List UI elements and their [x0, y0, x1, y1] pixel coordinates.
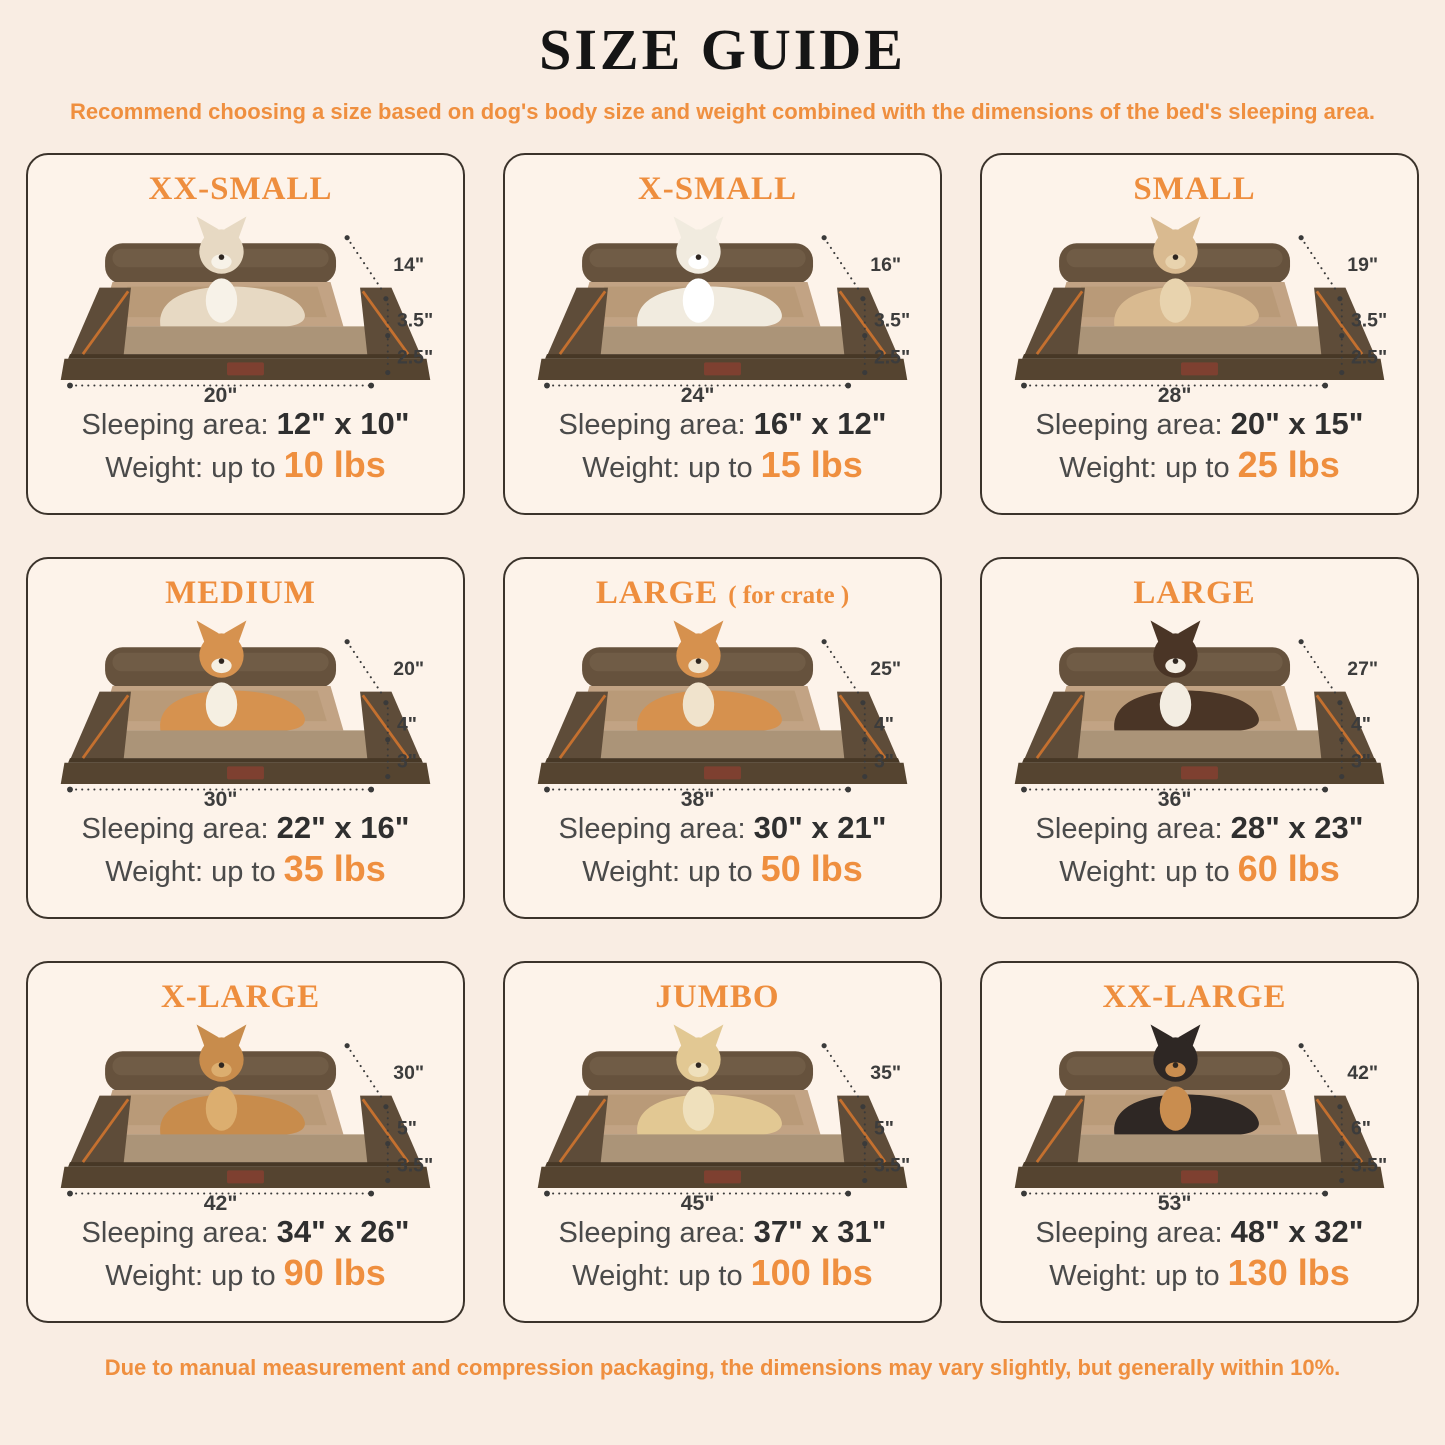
dim-label-height-upper: 3.5": [1351, 309, 1388, 332]
weight-value: 60 lbs: [1237, 848, 1340, 889]
weight-label: Weight:: [572, 1260, 671, 1292]
bed-brand-tag: [1181, 766, 1218, 779]
dim-label-height-lower: 3.5": [397, 1154, 434, 1177]
sleeping-area-value: 34" x 26": [276, 1214, 410, 1249]
card-title: [511, 575, 934, 612]
weight-value: 90 lbs: [283, 1252, 386, 1293]
sleeping-area-label: Sleeping area:: [81, 813, 269, 845]
size-card-x-small: [503, 153, 942, 515]
dim-label-length: 42": [1347, 1061, 1379, 1084]
sleeping-area-label: Sleeping area:: [81, 1217, 269, 1249]
bed-illustration: [34, 1018, 457, 1212]
weight-label: Weight:: [105, 1260, 204, 1292]
dim-label-width: 20": [203, 383, 238, 404]
dim-label-height-lower: 3": [397, 750, 417, 773]
bed-illustration-wrap: [34, 1018, 457, 1212]
card-title: [988, 575, 1411, 612]
card-title: [34, 979, 457, 1016]
weight-label: Weight:: [582, 452, 681, 484]
bed-brand-tag: [1181, 362, 1218, 375]
card-title: [34, 575, 457, 612]
dim-line-length: [1301, 642, 1338, 697]
up-to-label: up to: [211, 1260, 276, 1292]
bed-mattress-lip: [593, 730, 852, 758]
bed-illustration: [988, 210, 1411, 404]
dim-line-length: [347, 238, 384, 293]
dim-label-width: 24": [680, 383, 715, 404]
weight-label: Weight:: [1059, 452, 1158, 484]
bed-mattress-lip: [1070, 1134, 1329, 1162]
bed-mattress-lip: [593, 326, 852, 354]
bed-brand-tag: [227, 766, 264, 779]
sleeping-area-value: 16" x 12": [753, 406, 887, 441]
sleeping-area-label: Sleeping area:: [558, 1217, 746, 1249]
size-card-small: [980, 153, 1419, 515]
sleeping-area-value: 12" x 10": [276, 406, 410, 441]
bed-mattress-lip: [116, 730, 375, 758]
dim-label-height-upper: 6": [1351, 1117, 1371, 1140]
bed-illustration: [988, 1018, 1411, 1212]
dim-label-length: 30": [393, 1061, 425, 1084]
weight-value: 100 lbs: [750, 1252, 873, 1293]
bed-illustration-wrap: [511, 1018, 934, 1212]
dim-label-height-lower: 3.5": [874, 1154, 911, 1177]
bed-illustration: [988, 614, 1411, 808]
sleeping-area-label: Sleeping area:: [558, 409, 746, 441]
weight-label: Weight:: [105, 856, 204, 888]
up-to-label: up to: [211, 452, 276, 484]
weight-value: 35 lbs: [283, 848, 386, 889]
bed-illustration-wrap: [511, 614, 934, 808]
dim-line-length: [824, 1046, 861, 1101]
dim-line-length: [347, 642, 384, 697]
size-name: X-LARGE: [160, 979, 321, 1015]
bed-illustration: [511, 614, 934, 808]
up-to-label: up to: [688, 856, 753, 888]
dim-label-width: 53": [1157, 1191, 1192, 1212]
page-footnote: Due to manual measurement and compression packaging, the dimensions may vary slightly, but generally within 10%.: [104, 1355, 1341, 1380]
size-name: SMALL: [1133, 171, 1256, 207]
card-title: [988, 171, 1411, 208]
size-card-xx-large: [980, 961, 1419, 1323]
size-name: LARGE: [1133, 575, 1256, 611]
weight-value: 15 lbs: [760, 444, 863, 485]
bed-brand-tag: [704, 362, 741, 375]
size-card-large-for-crate: [503, 557, 942, 919]
sleeping-area-label: Sleeping area:: [1035, 1217, 1223, 1249]
dim-label-length: 35": [870, 1061, 902, 1084]
up-to-label: up to: [1155, 1260, 1220, 1292]
dim-label-length: 25": [870, 657, 902, 680]
bed-illustration-wrap: [34, 210, 457, 404]
dim-label-width: 45": [680, 1191, 715, 1212]
dim-label-height-lower: 3": [1351, 750, 1371, 773]
dim-label-height-upper: 5": [397, 1117, 417, 1140]
card-title: [34, 171, 457, 208]
bed-illustration-wrap: [988, 614, 1411, 808]
dim-label-height-lower: 3": [874, 750, 894, 773]
size-name: XX-SMALL: [148, 171, 333, 207]
dim-label-height-upper: 4": [874, 713, 894, 736]
dim-line-length: [824, 238, 861, 293]
dim-label-height-upper: 4": [1351, 713, 1371, 736]
dim-label-height-lower: 2.5": [874, 346, 911, 369]
size-name: LARGE: [595, 575, 719, 611]
size-name: MEDIUM: [165, 575, 316, 611]
dim-line-length: [347, 1046, 384, 1101]
up-to-label: up to: [688, 452, 753, 484]
bed-illustration: [34, 210, 457, 404]
dim-label-width: 36": [1157, 787, 1192, 808]
dim-label-length: 14": [393, 253, 425, 276]
sleeping-area-label: Sleeping area:: [1035, 409, 1223, 441]
card-title: [511, 171, 934, 208]
bed-mattress-lip: [593, 1134, 852, 1162]
size-name: XX-LARGE: [1102, 979, 1287, 1015]
card-title: [988, 979, 1411, 1016]
size-card-large: [980, 557, 1419, 919]
card-title: [511, 979, 934, 1016]
dim-line-length: [824, 642, 861, 697]
bed-mattress-lip: [1070, 730, 1329, 758]
dim-label-height-lower: 3.5": [1351, 1154, 1388, 1177]
bed-illustration: [511, 210, 934, 404]
size-card-medium: [26, 557, 465, 919]
sleeping-area-value: 30" x 21": [753, 810, 887, 845]
size-card-xx-small: [26, 153, 465, 515]
dim-label-width: 38": [680, 787, 715, 808]
page-subtitle: Recommend choosing a size based on dog's body size and weight combined with the dimensions of the bed's sleeping area.: [69, 99, 1375, 124]
dim-label-length: 20": [393, 657, 425, 680]
weight-value: 130 lbs: [1227, 1252, 1350, 1293]
size-card-x-large: [26, 961, 465, 1323]
bed-illustration-wrap: [988, 1018, 1411, 1212]
dim-label-height-upper: 3.5": [874, 309, 911, 332]
up-to-label: up to: [211, 856, 276, 888]
weight-value: 10 lbs: [283, 444, 386, 485]
bed-brand-tag: [227, 362, 264, 375]
weight-value: 50 lbs: [760, 848, 863, 889]
dim-label-length: 16": [870, 253, 902, 276]
weight-value: 25 lbs: [1237, 444, 1340, 485]
bed-illustration-wrap: [988, 210, 1411, 404]
dim-line-length: [1301, 238, 1338, 293]
dim-label-width: 30": [203, 787, 238, 808]
dim-label-width: 42": [203, 1191, 238, 1212]
dim-label-width: 28": [1157, 383, 1192, 404]
bed-illustration-wrap: [34, 614, 457, 808]
up-to-label: up to: [1165, 856, 1230, 888]
weight-label: Weight:: [1049, 1260, 1148, 1292]
bed-mattress-lip: [116, 326, 375, 354]
bed-illustration-wrap: [511, 210, 934, 404]
bed-mattress-lip: [1070, 326, 1329, 354]
size-card-jumbo: [503, 961, 942, 1323]
weight-label: Weight:: [582, 856, 681, 888]
dim-label-length: 27": [1347, 657, 1379, 680]
sleeping-area-value: 20" x 15": [1230, 406, 1364, 441]
dim-line-length: [1301, 1046, 1338, 1101]
sleeping-area-label: Sleeping area:: [558, 813, 746, 845]
bed-mattress-lip: [116, 1134, 375, 1162]
bed-illustration: [34, 614, 457, 808]
size-name: X-SMALL: [637, 171, 798, 207]
dim-label-height-lower: 2.5": [1351, 346, 1388, 369]
weight-label: Weight:: [1059, 856, 1158, 888]
bed-brand-tag: [227, 1170, 264, 1183]
up-to-label: up to: [678, 1260, 743, 1292]
sleeping-area-value: 22" x 16": [276, 810, 410, 845]
weight-label: Weight:: [105, 452, 204, 484]
bed-brand-tag: [704, 766, 741, 779]
page-title: SIZE GUIDE: [539, 17, 906, 82]
size-name: JUMBO: [655, 979, 780, 1015]
up-to-label: up to: [1165, 452, 1230, 484]
sleeping-area-value: 48" x 32": [1230, 1214, 1364, 1249]
bed-illustration: [511, 1018, 934, 1212]
sleeping-area-value: 37" x 31": [753, 1214, 887, 1249]
bed-brand-tag: [1181, 1170, 1218, 1183]
bed-brand-tag: [704, 1170, 741, 1183]
size-card-grid: [26, 153, 1419, 1323]
dim-label-height-lower: 2.5": [397, 346, 434, 369]
dim-label-height-upper: 5": [874, 1117, 894, 1140]
dim-label-height-upper: 3.5": [397, 309, 434, 332]
sleeping-area-label: Sleeping area:: [1035, 813, 1223, 845]
sleeping-area-value: 28" x 23": [1230, 810, 1364, 845]
dim-label-height-upper: 4": [397, 713, 417, 736]
sleeping-area-label: Sleeping area:: [81, 409, 269, 441]
dim-label-length: 19": [1347, 253, 1379, 276]
size-suffix: ( for crate ): [728, 582, 850, 609]
